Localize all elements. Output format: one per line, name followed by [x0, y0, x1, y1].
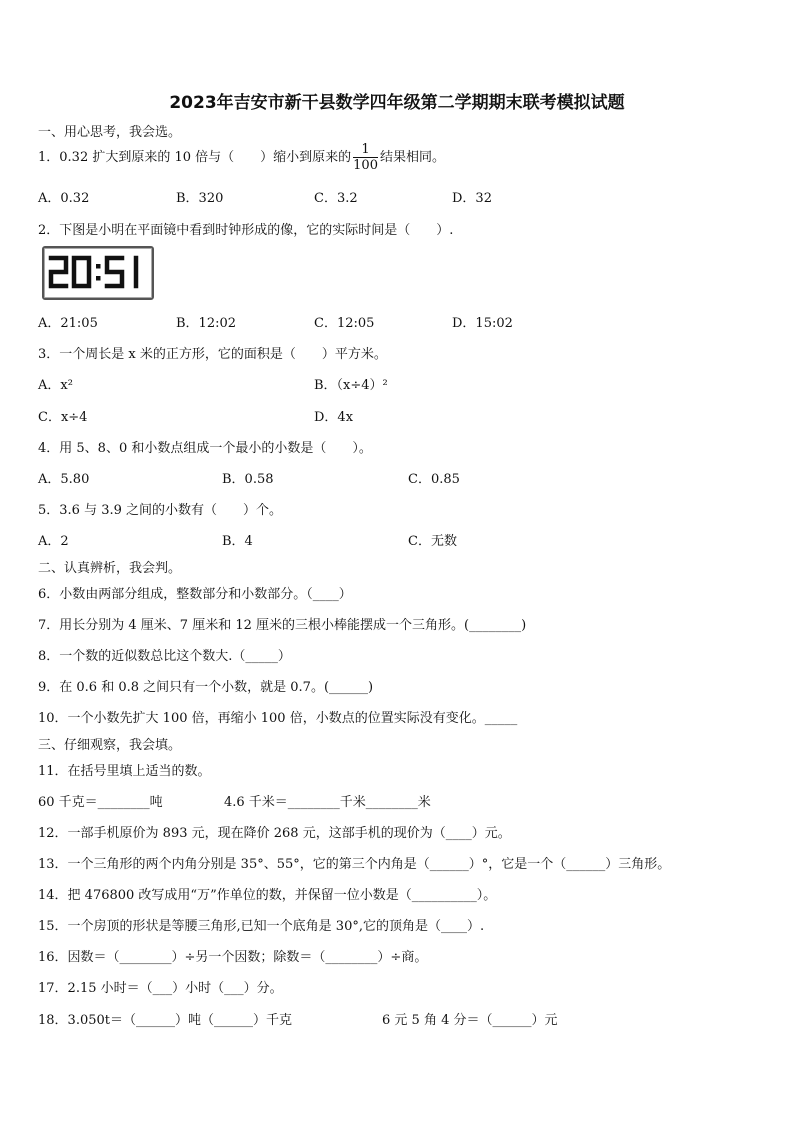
section-heading-fill: 三、仔细观察，我会填。	[38, 738, 182, 753]
option-c: C．3.2	[314, 191, 358, 206]
option-b: B．（x÷4）²	[314, 378, 388, 393]
question-11-part-a: 60 千克＝________吨	[38, 795, 163, 810]
question-6: 6．小数由两部分组成，整数部分和小数部分。（____）	[38, 587, 352, 602]
question-14: 14．把 476800 改写成用“万”作单位的数，并保留一位小数是（__________）。	[38, 888, 497, 903]
fraction-denominator: 100	[353, 158, 378, 173]
option-c: C．12:05	[314, 316, 375, 331]
option-c: C．无数	[408, 534, 457, 549]
option-b: B．4	[222, 534, 253, 549]
option-d: D．32	[452, 191, 492, 206]
question-1-text-a: 1．0.32 扩大到原来的 10 倍与（ ）缩小到原来的	[38, 150, 352, 165]
question-1	[38, 141, 445, 175]
question-18-part-b: 6 元 5 角 4 分＝（______）元	[382, 1013, 558, 1028]
question-4-text: 4．用 5、8、0 和小数点组成一个最小的小数是（ ）。	[38, 441, 372, 456]
exam-title: 2023年吉安市新干县数学四年级第二学期期末联考模拟试题	[169, 93, 625, 113]
digital-clock-image	[42, 246, 154, 300]
question-16: 16．因数＝（________）÷另一个因数；除数＝（________）÷商。	[38, 950, 428, 965]
option-d: D．15:02	[452, 316, 513, 331]
clock-digits-graphic	[48, 253, 148, 293]
option-a: A．21:05	[38, 316, 98, 331]
question-18-part-a: 18．3.050t＝（______）吨（______）千克	[38, 1013, 292, 1028]
option-c: C．0.85	[408, 472, 460, 487]
question-10: 10．一个小数先扩大 100 倍，再缩小 100 倍，小数点的位置实际没有变化。_____	[38, 711, 518, 726]
option-a: A．x²	[38, 378, 73, 393]
option-b: B．320	[176, 191, 224, 206]
option-d: D．4x	[314, 410, 354, 425]
option-c: C．x÷4	[38, 410, 88, 425]
option-b: B．12:02	[176, 316, 237, 331]
option-a: A．0.32	[38, 191, 90, 206]
question-15: 15．一个房顶的形状是等腰三角形,已知一个底角是 30°,它的顶角是（____）.	[38, 919, 485, 934]
section-heading-choice: 一、用心思考，我会选。	[38, 125, 182, 140]
question-13: 13．一个三角形的两个内角分别是 35°、55°，它的第三个内角是（______）°，它是一个（______）三角形。	[38, 857, 671, 872]
question-3-text: 3．一个周长是 x 米的正方形，它的面积是（ ）平方米。	[38, 347, 387, 362]
question-9: 9．在 0.6 和 0.8 之间只有一个小数，就是 0.7。(______)	[38, 680, 374, 695]
section-heading-judge: 二、认真辨析，我会判。	[38, 561, 182, 576]
question-11-part-b: 4.6 千米＝________千米________米	[224, 795, 431, 810]
question-5-text: 5．3.6 与 3.9 之间的小数有（ ）个。	[38, 503, 283, 518]
question-8: 8．一个数的近似数总比这个数大.（_____）	[38, 649, 291, 664]
question-1-text-b: 结果相同。	[379, 150, 445, 165]
question-17: 17．2.15 小时＝（___）小时（___）分。	[38, 981, 283, 996]
fraction-1-over-100	[353, 142, 378, 173]
fraction-numerator: 1	[353, 142, 378, 158]
question-7: 7．用长分别为 4 厘米、7 厘米和 12 厘米的三根小棒能摆成一个三角形。(________)	[38, 618, 527, 633]
question-11-text: 11．在括号里填上适当的数。	[38, 764, 211, 779]
option-b: B．0.58	[222, 472, 274, 487]
question-12: 12．一部手机原价为 893 元，现在降价 268 元，这部手机的现价为（____）元。	[38, 826, 511, 841]
option-a: A．5.80	[38, 472, 90, 487]
question-2-text: 2．下图是小明在平面镜中看到时钟形成的像，它的实际时间是（ ）.	[38, 223, 454, 238]
option-a: A．2	[38, 534, 69, 549]
